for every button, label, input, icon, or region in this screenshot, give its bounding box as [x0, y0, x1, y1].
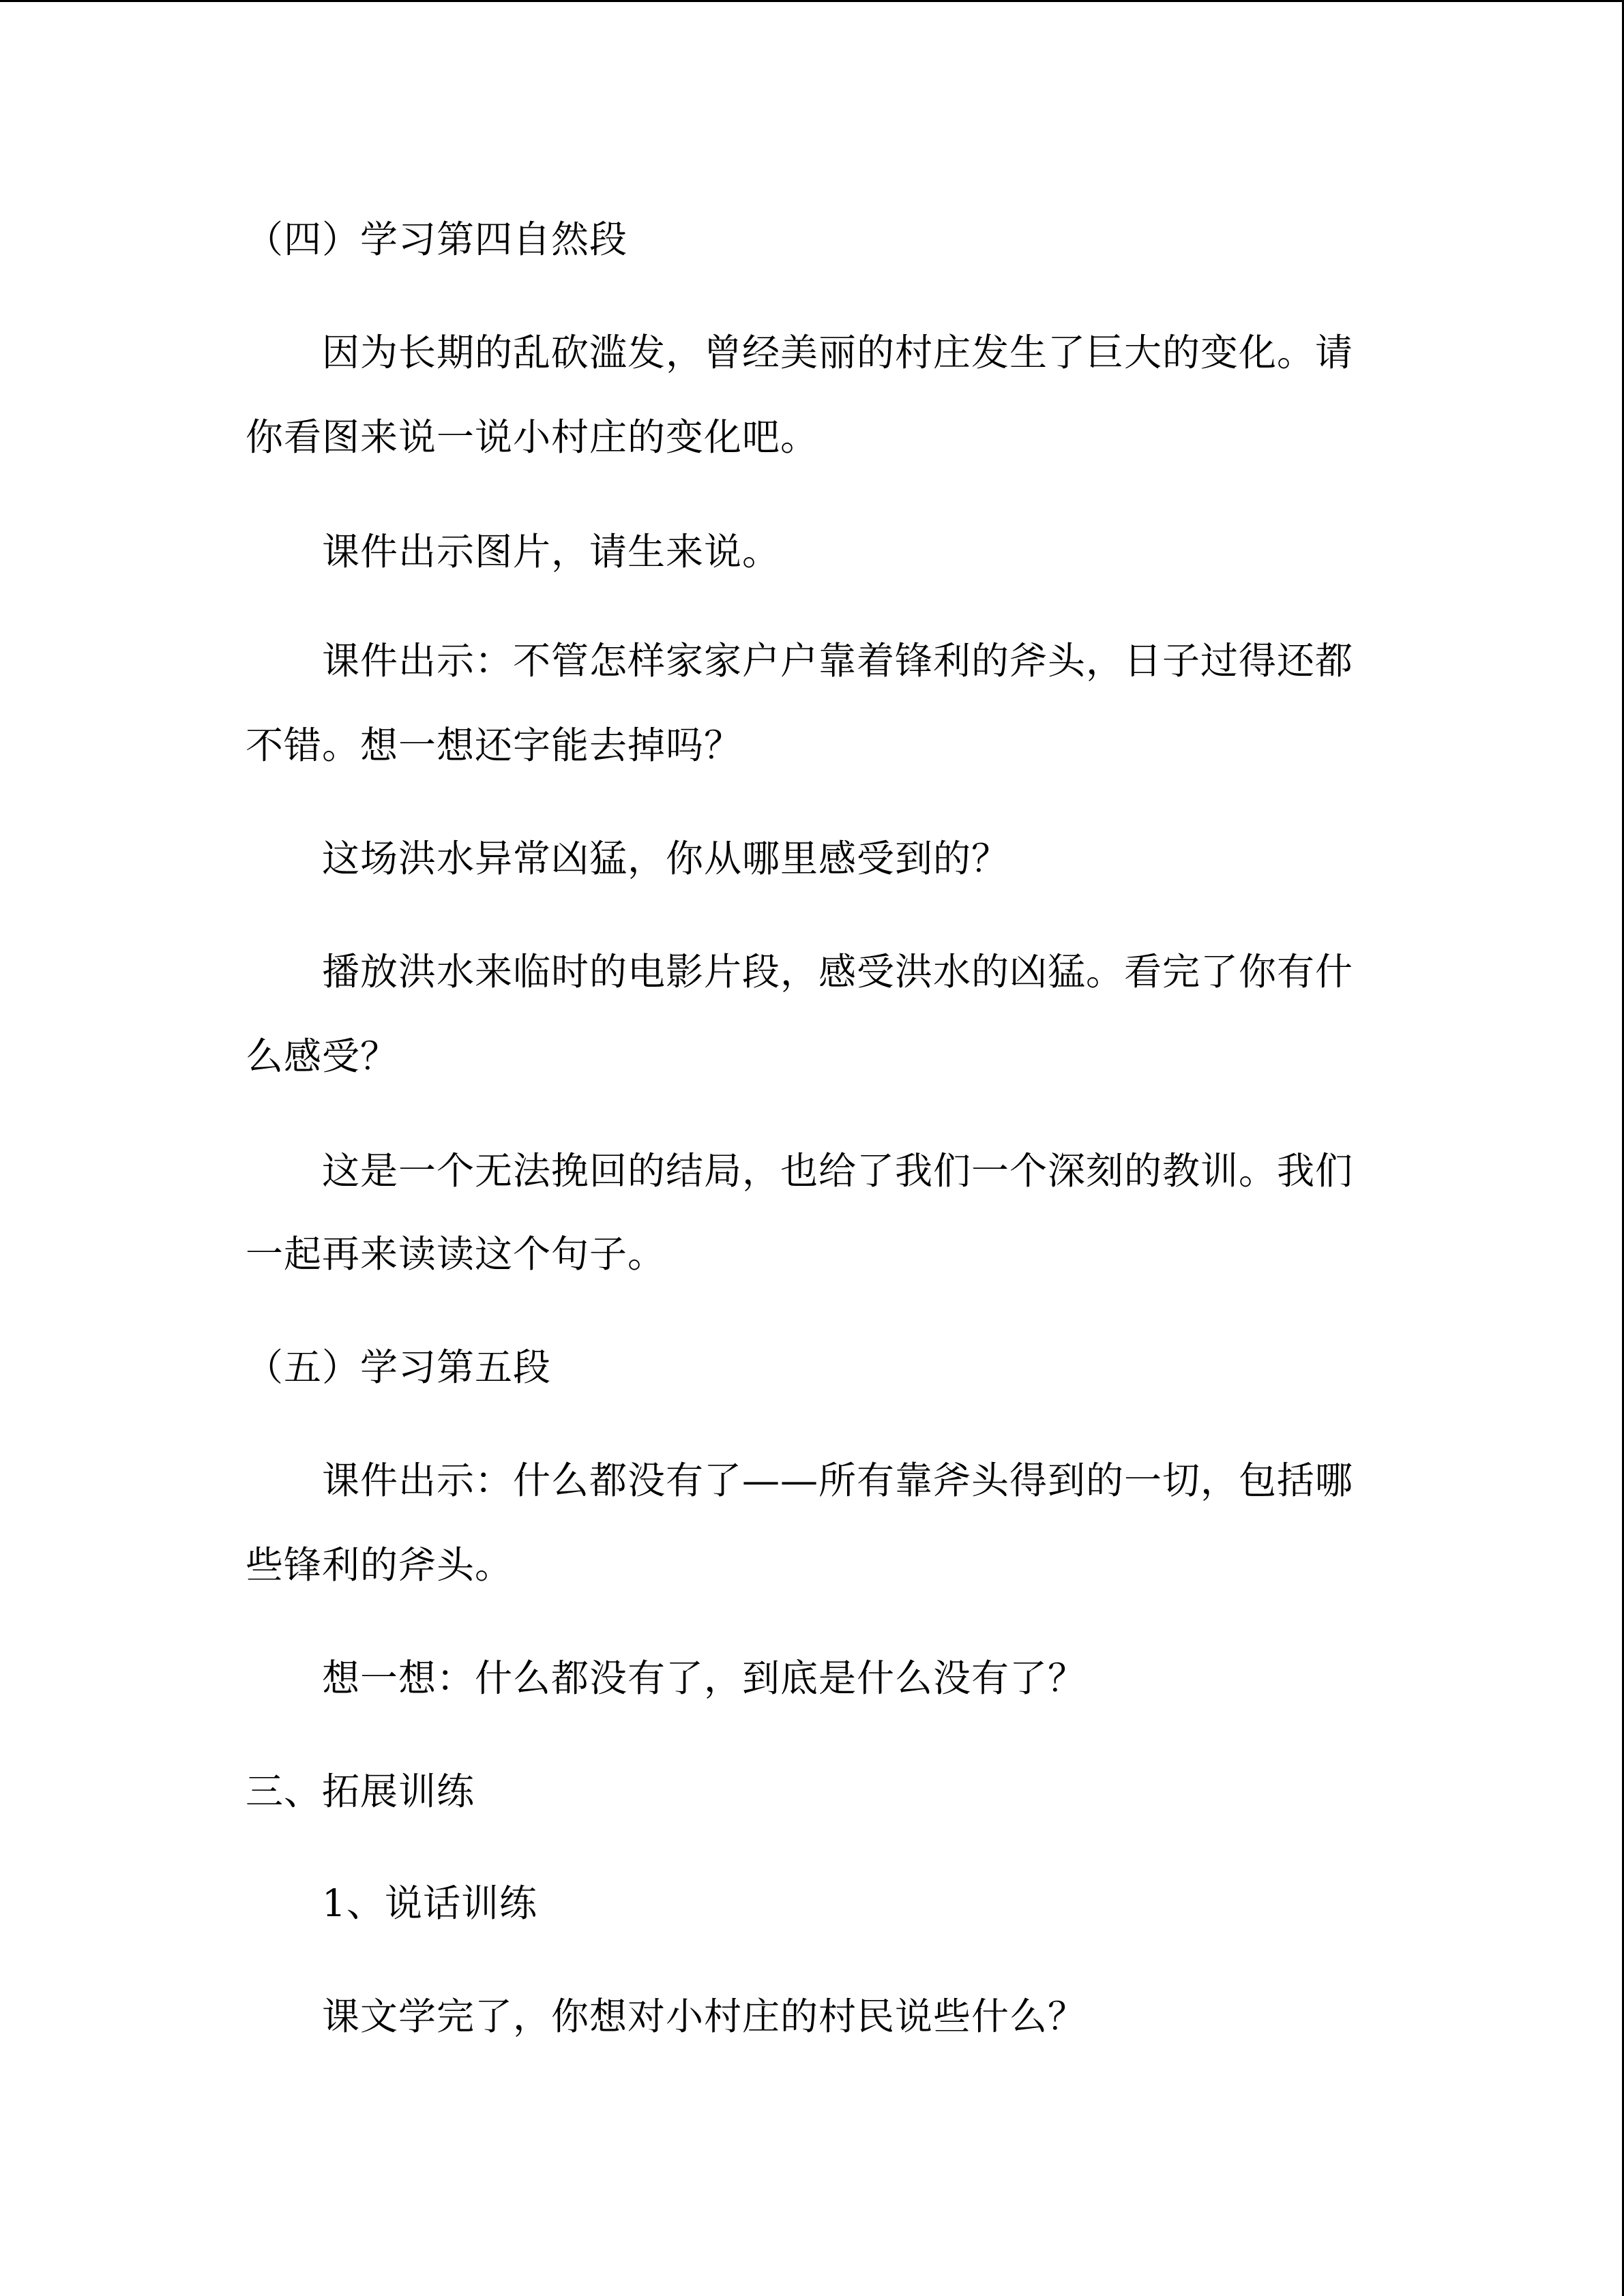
- paragraph-line: 不错。想一想还字能去掉吗？: [246, 724, 743, 767]
- paragraph-line: 课文学完了，你想对小村庄的村民说些什么？: [322, 1995, 1087, 2038]
- paragraph-line: 课件出示：什么都没有了——所有靠斧头得到的一切，包括哪: [322, 1459, 1354, 1502]
- paragraph-line: 么感受？: [246, 1034, 399, 1078]
- paragraph-line: 这场洪水异常凶猛，你从哪里感受到的？: [322, 837, 1010, 880]
- paragraph-line: 播放洪水来临时的电影片段，感受洪水的凶猛。看完了你有什: [322, 950, 1354, 994]
- paragraph-line: 课件出示图片，请生来说。: [322, 530, 781, 573]
- paragraph-line: 一起再来读读这个句子。: [246, 1232, 666, 1276]
- paragraph-line: 想一想：什么都没有了，到底是什么没有了？: [322, 1656, 1087, 1700]
- section-heading-5: （五）学习第五段: [246, 1345, 552, 1389]
- section-heading-3: 三、拓展训练: [246, 1770, 475, 1813]
- subsection-heading: 1、说话训练: [322, 1881, 537, 1925]
- paragraph-line: 课件出示：不管怎样家家户户靠着锋利的斧头，日子过得还都: [322, 639, 1354, 683]
- paragraph-line: 你看图来说一说小村庄的变化吧。: [246, 415, 819, 459]
- section-heading-4: （四）学习第四自然段: [246, 218, 628, 261]
- paragraph-line: 些锋利的斧头。: [246, 1543, 514, 1587]
- paragraph-line: 这是一个无法挽回的结局，也给了我们一个深刻的教训。我们: [322, 1149, 1354, 1193]
- paragraph-line: 因为长期的乱砍滥发，曾经美丽的村庄发生了巨大的变化。请: [322, 331, 1354, 374]
